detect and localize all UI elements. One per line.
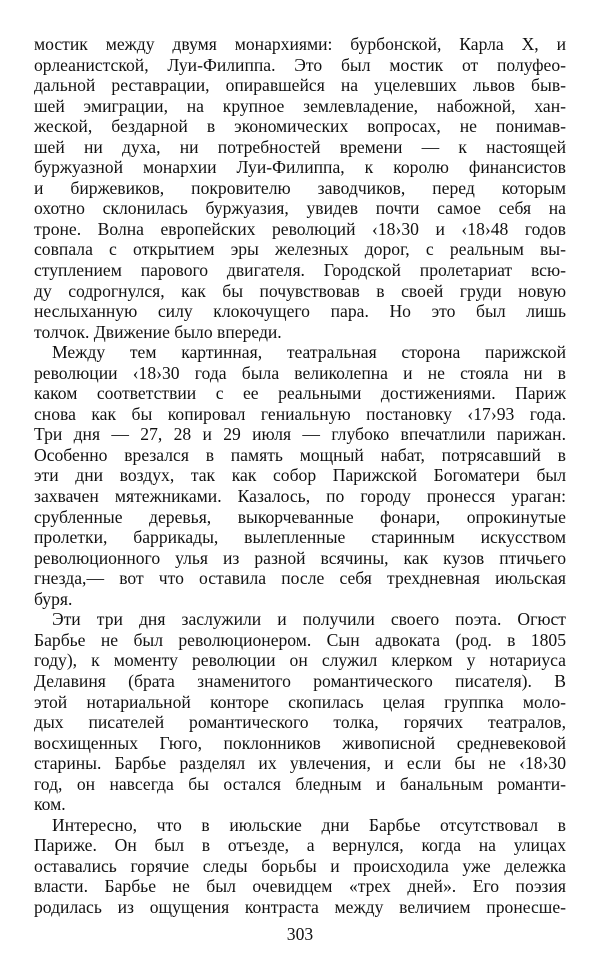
page-body xyxy=(34,34,566,918)
text-line: Делавиня (брата знаменитого романтического писателя). В xyxy=(34,670,566,691)
text-line: жеской, бездарной в экономических вопросах, не понимав- xyxy=(34,116,566,137)
text-line: революции ‹18›30 года была великолепна и не стояла ни в xyxy=(34,362,566,383)
text-line: и биржевиков, покровителю заводчиков, перед которым xyxy=(34,177,566,198)
text-line: срубленные деревья, выкорчеванные фонари, опрокинутые xyxy=(34,506,566,527)
text-line: эти дни воздух, так как собор Парижской Богоматери был xyxy=(34,465,566,486)
text-line: ступлением парового двигателя. Городской пролетариат всю- xyxy=(34,260,566,281)
text-line: Между тем картинная, театральная сторона парижской xyxy=(52,342,566,363)
text-line: год, он навсегда бы остался бледным и банальным романти- xyxy=(34,773,566,794)
text-line: троне. Волна европейских революций ‹18›30 и ‹18›48 годов xyxy=(34,218,566,239)
text-line: старины. Барбье разделял их увлечения, и если бы не ‹18›30 xyxy=(34,753,566,774)
text-line: этой нотариальной конторе скопилась целая группка моло- xyxy=(34,691,566,712)
text-line: Интересно, что в июльские дни Барбье отсутствовал в xyxy=(52,814,566,835)
text-line: шей ни духа, ни потребностей времени — к настоящей xyxy=(34,136,566,157)
text-line: Эти три дня заслужили и получили своего поэта. Огюст xyxy=(52,609,566,630)
text-line: родилась из ощущения контраста между величием пронесше- xyxy=(34,896,566,917)
paragraph-1 xyxy=(34,34,566,342)
paragraph-2 xyxy=(34,342,566,609)
text-line: ком. xyxy=(34,794,66,815)
text-line: совпала с открытием эры железных дорог, с реальным вы- xyxy=(34,239,566,260)
text-line: революционного улья из разной всячины, как кузов птичьего xyxy=(34,547,566,568)
text-line: власти. Барбье не был очевидцем «трех дней». Его поэзия xyxy=(34,876,566,897)
paragraph-4 xyxy=(34,815,566,918)
text-line: восхищенных Гюго, поклонников живописной средневековой xyxy=(34,732,566,753)
text-line: буря. xyxy=(34,588,73,609)
text-line: Три дня — 27, 28 и 29 июля — глубоко впечатлили парижан. xyxy=(34,424,566,445)
paragraph-3 xyxy=(34,609,566,814)
text-line: году), к моменту революции он служил клерком у нотариуса xyxy=(34,650,566,671)
text-line: дых писателей романтического толка, горячих театралов, xyxy=(34,712,566,733)
text-line: толчок. Движение было впереди. xyxy=(34,321,282,342)
text-line: захвачен мятежниками. Казалось, по городу пронесся ураган: xyxy=(34,486,566,507)
text-line: каком соответствии с ее реальными достижениями. Париж xyxy=(34,383,566,404)
text-line: Особенно врезался в память мощный набат, потрясавший в xyxy=(34,444,566,465)
text-line: орлеанистской, Луи-Филиппа. Это был мостик от полуфео- xyxy=(34,54,566,75)
text-line: оставались горячие следы борьбы и происходила уже дележка xyxy=(34,855,566,876)
text-line: ду содрогнулся, как бы почувствовав в своей груди новую xyxy=(34,280,566,301)
page-number: 303 xyxy=(286,924,314,944)
text-line: охотно склонилась буржуазия, увидев почти самое себя на xyxy=(34,198,566,219)
text-line: неслыханную силу клокочущего пара. Но это был лишь xyxy=(34,301,566,322)
text-line: Париже. Он был в отъезде, а вернулся, когда на улицах xyxy=(34,835,566,856)
text-line: шей эмиграции, на крупное землевладение, набожной, хан- xyxy=(34,95,566,116)
text-line: гнезда,— вот что оставила после себя трехдневная июльская xyxy=(34,568,566,589)
text-line: буржуазной монархии Луи-Филиппа, к королю финансистов xyxy=(34,157,566,178)
text-line: мостик между двумя монархиями: бурбонской, Карла X, и xyxy=(34,34,566,54)
text-line: пролетки, баррикады, вылепленные старинным искусством xyxy=(34,527,566,548)
text-line: дальной реставрации, опиравшейся на уцелевших львов быв- xyxy=(34,75,566,96)
text-line: Барбье не был революционером. Сын адвоката (род. в 1805 xyxy=(34,629,566,650)
text-line: снова как бы копировал гениальную постановку ‹17›93 года. xyxy=(34,403,566,424)
